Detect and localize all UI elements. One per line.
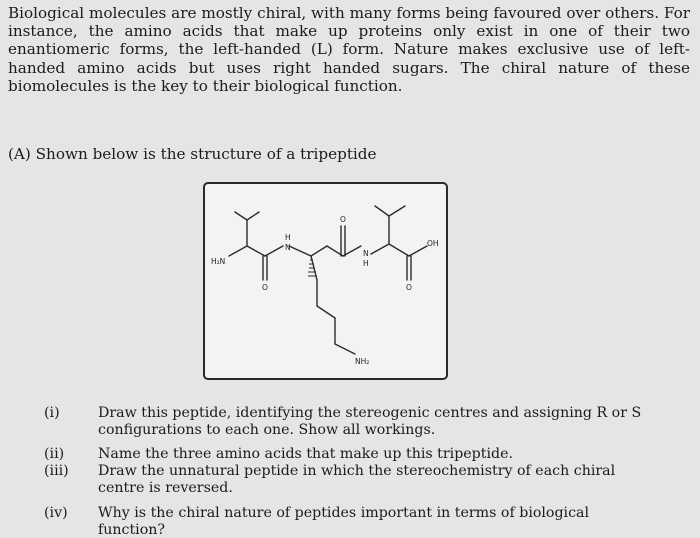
bond [247, 246, 265, 256]
amide-h-label-1: H [285, 233, 291, 242]
bond [235, 212, 247, 220]
amide-h-label-2: H [363, 259, 369, 268]
hydroxyl-label: OH [427, 239, 439, 248]
question-text: Draw the unnatural peptide in which the stereochemistry of each chiral centre is reversed. [98, 463, 616, 496]
question-number: (iii) [44, 463, 69, 479]
question-text: Name the three amino acids that make up this tripeptide. [98, 446, 513, 462]
carbonyl-oxygen-label-1: O [262, 283, 268, 292]
tripeptide-structure-figure [203, 182, 448, 380]
bond [311, 246, 327, 256]
side-chain-amine-label: NH₂ [355, 357, 370, 366]
question-text: Why is the chiral nature of peptides important in terms of biological function? [98, 505, 590, 538]
intro-paragraph: Biological molecules are mostly chiral, with many forms being favoured over others. For instance, the amino acids that make up proteins only exist in one of their two enantiomeric forms, the left-handed (L) form. Nature makes exclusive use of left-handed amino acids but uses right handed sugars. The chiral nature of these biomolecules is the key to their biological function. [8, 4, 690, 95]
bond [335, 344, 355, 354]
bond [409, 246, 427, 256]
carbonyl-oxygen-label-3: O [406, 283, 412, 292]
bond [371, 244, 389, 254]
question-text: Draw this peptide, identifying the stereogenic centres and assigning R or S configurations to each one. Show all workings. [98, 405, 642, 438]
question-number: (ii) [44, 446, 65, 462]
bond [247, 212, 259, 220]
bond [389, 244, 409, 256]
question-number: (i) [44, 405, 60, 421]
question-number: (iv) [44, 505, 68, 521]
bond [343, 246, 361, 256]
bond [375, 206, 389, 216]
carbonyl-oxygen-label-2: O [340, 215, 346, 224]
amine-label: H₂N [211, 257, 226, 266]
amide-n-label-2: N [363, 249, 369, 258]
bond [289, 246, 311, 256]
section-a-heading: (A) Shown below is the structure of a tripeptide [8, 145, 377, 163]
tripeptide-structure-diagram [205, 184, 450, 382]
bond [229, 246, 247, 256]
bond [389, 206, 405, 216]
amide-n-label-1: N [285, 243, 291, 252]
bond [317, 306, 335, 318]
bond [265, 246, 283, 256]
